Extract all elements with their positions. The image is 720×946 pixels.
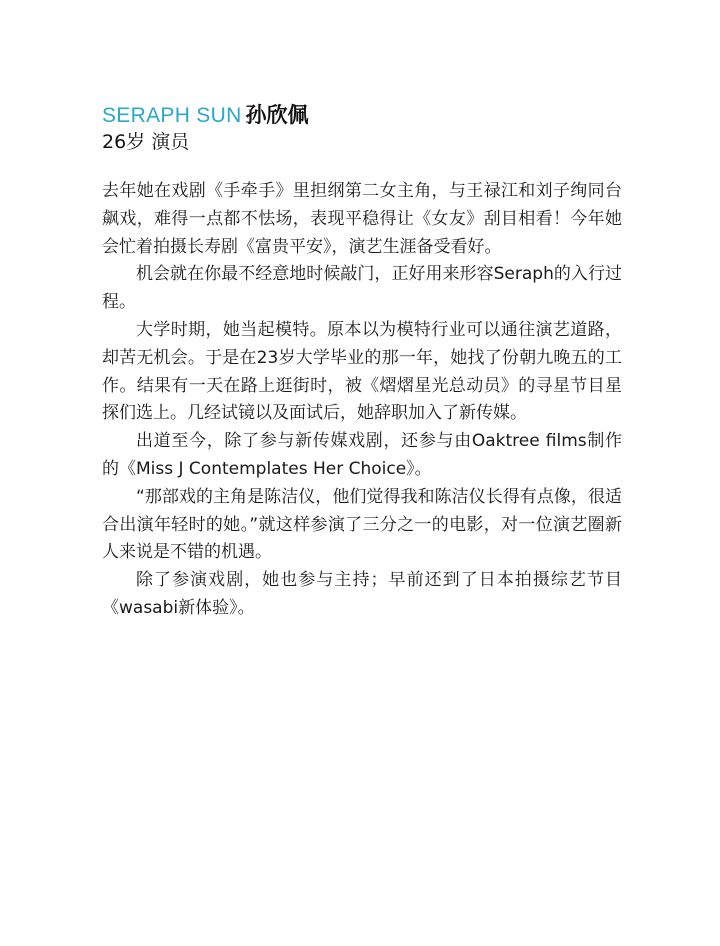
paragraph: 除了参演戏剧，她也参与主持；早前还到了日本拍摄综艺节目《wasabi新体验》。 [102, 570, 622, 618]
paragraph: 大学时期，她当起模特。原本以为模特行业可以通往演艺道路，却苦无机会。于是在23岁大学毕业的那一年，她找了份朝九晚五的工作。结果有一天在路上逛街时，被《熠熠星光总动员》的寻星节目星探们选上。几经试镜以及面试后，她辞职加入了新传媒。 [102, 319, 622, 424]
paragraph: 出道至今，除了参与新传媒戏剧，还参与由Oaktree films制作的《Miss J Contemplates Her Choice》。 [102, 431, 622, 479]
name-english: SERAPH SUN [102, 104, 242, 127]
paragraph: “那部戏的主角是陈洁仪，他们觉得我和陈洁仪长得有点像，很适合出演年轻时的她。”就这样参演了三分之一的电影，对一位演艺圈新人来说是不错的机遇。 [102, 486, 622, 563]
age-occupation: 26岁 演员 [102, 131, 190, 153]
profile-name-line [102, 102, 622, 129]
paragraph: 去年她在戏剧《手牵手》里担纲第二女主角，与王禄江和刘子绚同台飙戏，难得一点都不怯场，表现平稳得让《女友》刮目相看！今年她会忙着拍摄长寿剧《富贵平安》，演艺生涯备受看好。 [102, 181, 622, 257]
name-chinese: 孙欣佩 [245, 103, 309, 127]
paragraph: 机会就在你最不经意地时候敲门，正好用来形容Seraph的入行过程。 [102, 264, 622, 313]
profile-header [102, 102, 622, 155]
article-body [102, 178, 622, 623]
